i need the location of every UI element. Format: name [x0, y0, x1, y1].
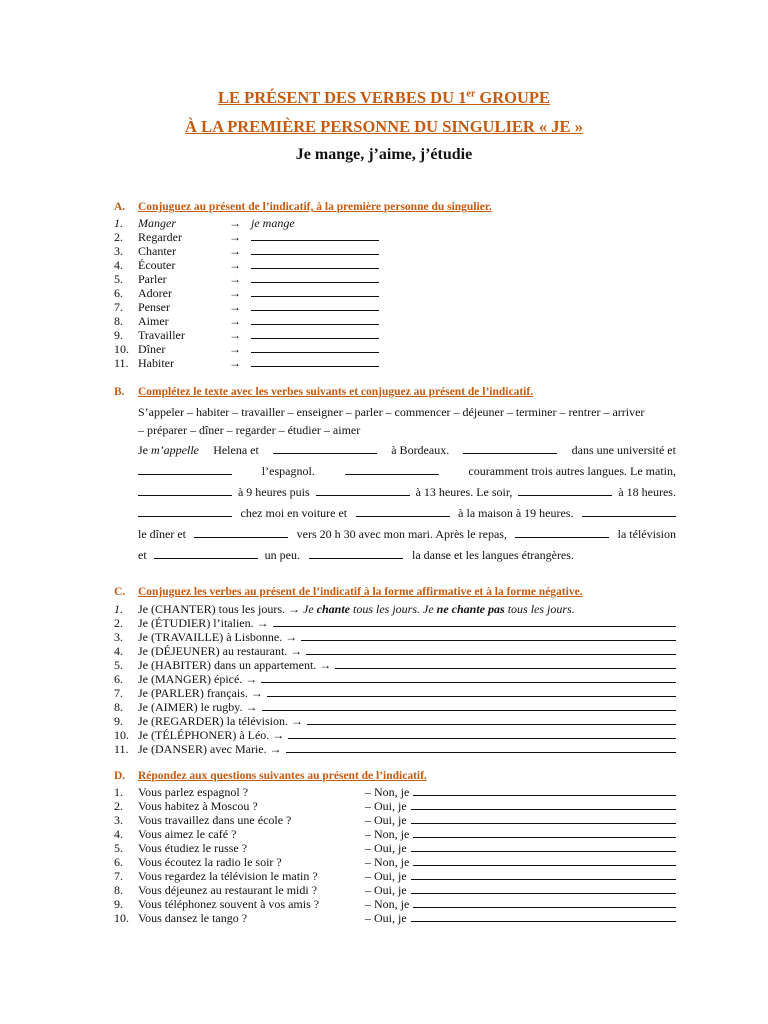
- arrow-icon: →: [229, 328, 241, 342]
- answer-blank[interactable]: [251, 254, 379, 255]
- example-answer-part: tous les jours.: [507, 602, 575, 616]
- exercise-row: [138, 630, 676, 644]
- section-a-letter: A.: [114, 201, 126, 213]
- text-fragment: à 9 heures puis: [237, 485, 310, 499]
- section-c-heading: [114, 586, 583, 598]
- answer-blank[interactable]: [138, 464, 232, 475]
- section-b-instruction: Complétez le texte avec les verbes suivants et conjuguez au présent de l’indicatif.: [138, 386, 534, 398]
- arrow-icon: →: [229, 258, 241, 272]
- exercise-row: [138, 658, 676, 672]
- item-number: 6.: [114, 672, 123, 686]
- answer-blank[interactable]: [194, 527, 288, 538]
- answer-blank[interactable]: [251, 296, 379, 297]
- answer-blank[interactable]: [518, 485, 612, 496]
- answer-blank[interactable]: [413, 855, 676, 866]
- arrow-icon: →: [229, 216, 241, 230]
- example-answer: je mange: [251, 216, 295, 230]
- exercise-prompt: Je (ÉTUDIER) l’italien. →: [138, 616, 269, 630]
- text-fragment: un peu.: [264, 548, 300, 562]
- answer-prefix: – Non, je: [365, 897, 410, 911]
- answer-blank[interactable]: [411, 869, 676, 880]
- answer-blank[interactable]: [251, 366, 379, 367]
- example-answer-part: Je: [303, 602, 314, 616]
- example-negative-verb: ne chante pas: [436, 602, 505, 616]
- arrow-icon: →: [229, 356, 241, 370]
- answer-blank[interactable]: [251, 310, 379, 311]
- item-number: 6.: [114, 286, 123, 300]
- answer-prefix: – Non, je: [365, 827, 410, 841]
- subtitle: Je mange, j’aime, j’étudie: [295, 146, 473, 163]
- question-text: Vous déjeunez au restaurant le midi ?: [138, 883, 318, 897]
- answer-blank[interactable]: [262, 700, 676, 711]
- answer-blank[interactable]: [273, 443, 377, 454]
- answer-prefix: – Oui, je: [365, 813, 407, 827]
- question-text: Vous étudiez le russe ?: [138, 841, 248, 855]
- exercise-prompt: Je (AIMER) le rugby. →: [138, 700, 258, 714]
- answer-row: [365, 883, 676, 897]
- item-number: 4.: [114, 258, 123, 272]
- answer-blank[interactable]: [316, 485, 410, 496]
- verb-infinitive: Parler: [138, 272, 167, 286]
- answer-blank[interactable]: [413, 897, 676, 908]
- exercise-row: [138, 672, 676, 686]
- section-d-letter: D.: [114, 770, 126, 782]
- text-line-2: [138, 464, 676, 478]
- answer-row: [365, 785, 676, 799]
- item-number: 10.: [114, 728, 129, 742]
- answer-blank[interactable]: [273, 616, 676, 627]
- exercise-prompt: Je (MANGER) épicé. →: [138, 672, 258, 686]
- item-number: 10.: [114, 911, 129, 925]
- item-number: 9.: [114, 897, 123, 911]
- item-number: 5.: [114, 841, 123, 855]
- answer-blank[interactable]: [345, 464, 439, 475]
- item-number: 11.: [114, 356, 129, 370]
- answer-blank[interactable]: [411, 813, 676, 824]
- answer-prefix: – Oui, je: [365, 869, 407, 883]
- answer-prefix: – Oui, je: [365, 841, 407, 855]
- answer-prefix: – Oui, je: [365, 911, 407, 925]
- item-number: 8.: [114, 883, 123, 897]
- exercise-prompt: Je (REGARDER) la télévision. →: [138, 714, 303, 728]
- item-number: 9.: [114, 714, 123, 728]
- answer-prefix: – Oui, je: [365, 799, 407, 813]
- text-fragment: la danse et les langues étrangères.: [412, 548, 574, 562]
- text-fragment: le dîner et: [138, 527, 186, 541]
- title-line-1: [0, 88, 768, 108]
- answer-row: [365, 911, 676, 925]
- question-text: Vous parlez espagnol ?: [138, 785, 249, 799]
- text-line-1: [138, 443, 676, 457]
- text-fragment: à 13 heures. Le soir,: [415, 485, 513, 499]
- arrow-icon: →: [229, 272, 241, 286]
- section-c-instruction: Conjuguez les verbes au présent de l’indicatif à la forme affirmative et à la forme négative.: [138, 586, 583, 598]
- verb-infinitive: Regarder: [138, 230, 182, 244]
- text-fragment: à 18 heures.: [618, 485, 676, 499]
- question-text: Vous téléphonez souvent à vos amis ?: [138, 897, 320, 911]
- exercise-row: [138, 714, 676, 728]
- verb-infinitive: Adorer: [138, 286, 172, 300]
- verb-infinitive: Dîner: [138, 342, 166, 356]
- verb-list-line-2: – préparer – dîner – regarder – étudier – aimer: [138, 423, 361, 437]
- item-number: 3.: [114, 630, 123, 644]
- item-number: 2.: [114, 799, 123, 813]
- example-prompt: Je (CHANTER) tous les jours. →: [138, 602, 300, 616]
- answer-blank[interactable]: [138, 485, 232, 496]
- answer-row: [365, 799, 676, 813]
- section-b-heading: [114, 386, 533, 398]
- section-d-heading: [114, 770, 427, 782]
- answer-blank[interactable]: [463, 443, 557, 454]
- answer-prefix: – Oui, je: [365, 883, 407, 897]
- answer-row: [365, 897, 676, 911]
- text-fragment: chez moi en voiture et: [240, 506, 348, 520]
- item-number: 1.: [114, 785, 123, 799]
- exercise-row: [138, 742, 676, 756]
- answer-prefix: – Non, je: [365, 855, 410, 869]
- item-number: 6.: [114, 855, 123, 869]
- answer-row: [365, 813, 676, 827]
- exercise-prompt: Je (PARLER) français. →: [138, 686, 263, 700]
- answer-row: [365, 827, 676, 841]
- text-line-6: [138, 548, 574, 562]
- item-number: 9.: [114, 328, 123, 342]
- item-number: 4.: [114, 827, 123, 841]
- item-number: 11.: [114, 742, 129, 756]
- item-number: 8.: [114, 700, 123, 714]
- verb-infinitive: Chanter: [138, 244, 176, 258]
- answer-blank[interactable]: [251, 352, 379, 353]
- text-fragment: dans une université et: [571, 443, 676, 457]
- answer-blank[interactable]: [301, 630, 676, 641]
- item-number: 7.: [114, 686, 123, 700]
- answer-blank[interactable]: [251, 324, 379, 325]
- exercise-prompt: Je (DANSER) avec Marie. →: [138, 742, 282, 756]
- item-number: 3.: [114, 813, 123, 827]
- verb-list-line-1: S’appeler – habiter – travailler – enseigner – parler – commencer – déjeuner – terminer – rentrer – arriver: [138, 405, 645, 419]
- question-text: Vous aimez le café ?: [138, 827, 237, 841]
- text-fragment: vers 20 h 30 avec mon mari. Après le repas,: [296, 527, 507, 541]
- question-text: Vous travaillez dans une école ?: [138, 813, 292, 827]
- verb-infinitive: Penser: [138, 300, 170, 314]
- answer-blank[interactable]: [267, 686, 676, 697]
- arrow-icon: →: [229, 300, 241, 314]
- exercise-prompt: Je (TÉLÉPHONER) à Léo. →: [138, 728, 285, 742]
- answer-row: [365, 855, 676, 869]
- example-affirmative-verb: chante: [316, 602, 350, 616]
- arrow-icon: →: [229, 314, 241, 328]
- answer-blank[interactable]: [515, 527, 609, 538]
- verb-infinitive: Aimer: [138, 314, 169, 328]
- answer-row: [365, 841, 676, 855]
- exercise-row: [138, 616, 676, 630]
- question-text: Vous écoutez la radio le soir ?: [138, 855, 282, 869]
- item-number: 2.: [114, 230, 123, 244]
- verb-infinitive: Écouter: [138, 258, 176, 272]
- item-number: 2.: [114, 616, 123, 630]
- answer-blank[interactable]: [261, 672, 676, 683]
- question-text: Vous regardez la télévision le matin ?: [138, 869, 318, 883]
- section-c-example: [138, 602, 575, 616]
- answer-blank[interactable]: [154, 548, 258, 559]
- item-number: 1.: [114, 216, 123, 230]
- answer-blank[interactable]: [307, 714, 676, 725]
- answer-blank[interactable]: [413, 785, 676, 796]
- text-line-4: [138, 506, 676, 520]
- text-fragment: l’espagnol.: [261, 464, 315, 478]
- text-je: Je: [138, 443, 148, 457]
- answer-blank[interactable]: [411, 841, 676, 852]
- answer-row: [365, 869, 676, 883]
- text-fragment: à Bordeaux.: [391, 443, 450, 457]
- exercise-row: [138, 686, 676, 700]
- exercise-row: [138, 728, 676, 742]
- item-number: 1.: [114, 602, 123, 616]
- answer-blank[interactable]: [356, 506, 450, 517]
- answer-blank[interactable]: [411, 883, 676, 894]
- answer-blank[interactable]: [411, 911, 676, 922]
- title-line-2: À LA PREMIÈRE PERSONNE DU SINGULIER « JE »: [185, 117, 583, 136]
- verb-infinitive: Manger: [138, 216, 176, 230]
- verb-infinitive: Habiter: [138, 356, 174, 370]
- answer-blank[interactable]: [309, 548, 403, 559]
- answer-prefix: – Non, je: [365, 785, 410, 799]
- answer-blank[interactable]: [251, 268, 379, 269]
- answer-blank[interactable]: [251, 282, 379, 283]
- answer-blank[interactable]: [335, 658, 676, 669]
- item-number: 5.: [114, 658, 123, 672]
- verb-infinitive: Travailler: [138, 328, 185, 342]
- item-number: 4.: [114, 644, 123, 658]
- text-line-3: [138, 485, 676, 499]
- item-number: 7.: [114, 300, 123, 314]
- exercise-prompt: Je (TRAVAILLE) à Lisbonne. →: [138, 630, 298, 644]
- arrow-icon: →: [229, 230, 241, 244]
- text-fragment: et: [138, 548, 147, 562]
- item-number: 10.: [114, 342, 129, 356]
- text-fragment: Helena et: [213, 443, 259, 457]
- title-line-1-text: LE PRÉSENT DES VERBES DU 1: [218, 88, 467, 107]
- item-number: 3.: [114, 244, 123, 258]
- text-fragment: [138, 443, 199, 457]
- text-fragment: à la maison à 19 heures.: [458, 506, 574, 520]
- title-superscript: er: [466, 88, 476, 100]
- exercise-row: [138, 700, 676, 714]
- exercise-row: [138, 644, 676, 658]
- section-a-instruction: Conjuguez au présent de l’indicatif, à la première personne du singulier.: [138, 201, 492, 213]
- exercise-prompt: Je (DÉJEUNER) au restaurant. →: [138, 644, 303, 658]
- title-line-1-end: GROUPE: [475, 88, 550, 107]
- answer-blank[interactable]: [582, 506, 676, 517]
- item-number: 8.: [114, 314, 123, 328]
- answer-blank[interactable]: [286, 742, 676, 753]
- section-d-instruction: Répondez aux questions suivantes au présent de l’indicatif.: [138, 770, 427, 782]
- arrow-icon: →: [229, 286, 241, 300]
- text-fragment: la télévision: [617, 527, 676, 541]
- question-text: Vous habitez à Moscou ?: [138, 799, 258, 813]
- answer-blank[interactable]: [138, 506, 232, 517]
- arrow-icon: →: [229, 244, 241, 258]
- example-answer-part: tous les jours. Je: [353, 602, 434, 616]
- section-a-heading: [114, 201, 492, 213]
- section-c-letter: C.: [114, 586, 126, 598]
- text-line-5: [138, 527, 676, 541]
- item-number: 5.: [114, 272, 123, 286]
- answer-blank[interactable]: [288, 728, 676, 739]
- answer-blank[interactable]: [413, 827, 676, 838]
- answer-blank[interactable]: [411, 799, 676, 810]
- item-number: 7.: [114, 869, 123, 883]
- example-verb: m’appelle: [151, 443, 199, 457]
- answer-blank[interactable]: [306, 644, 676, 655]
- answer-blank[interactable]: [251, 240, 379, 241]
- question-text: Vous dansez le tango ?: [138, 911, 248, 925]
- section-b-letter: B.: [114, 386, 125, 398]
- text-fragment: couramment trois autres langues. Le matin,: [468, 464, 676, 478]
- exercise-prompt: Je (HABITER) dans un appartement. →: [138, 658, 332, 672]
- answer-blank[interactable]: [251, 338, 379, 339]
- arrow-icon: →: [229, 342, 241, 356]
